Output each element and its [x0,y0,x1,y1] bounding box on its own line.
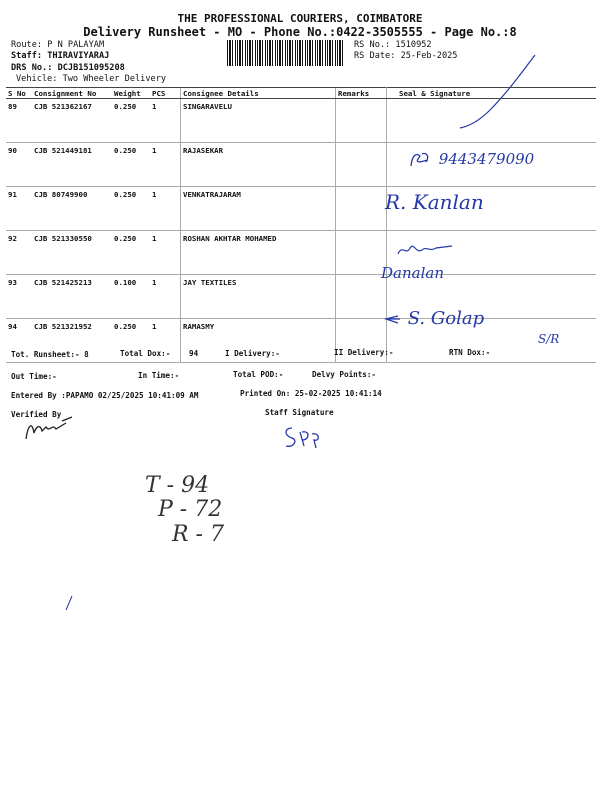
cell-sno: 91 [6,187,32,231]
cell-consignee: ROSHAN AKHTAR MOHAMED [181,231,336,275]
table-row [6,231,596,275]
pencil-note-r: R - 7 [172,522,224,547]
signature-row90 [408,150,534,170]
cell-consignee: RAMASMY [181,319,336,363]
cell-pcs: 1 [150,231,181,275]
barcode-image [227,40,345,66]
cell-consignment: CJB 521330550 [32,231,112,275]
signature-row94-side: S/R [538,332,560,346]
out-time: Out Time:- [11,372,57,381]
pencil-note-p: P - 72 [158,497,223,522]
cell-pcs: 1 [150,275,181,319]
runsheet-table [6,87,596,363]
staff-field: Staff: THIRAVIYARAJ [11,51,110,61]
staff-signature-scribble [280,420,330,450]
i-delivery: I Delivery:- [225,349,280,358]
col-consignment: Consignment No [32,88,112,99]
cell-consignment: CJB 521425213 [32,275,112,319]
cell-consignee: RAJASEKAR [181,143,336,187]
cell-sno: 89 [6,99,32,143]
col-seal-signature: Seal & Signature [387,88,597,99]
runsheet-subtitle: Delivery Runsheet - MO - Phone No.:0422-3505555 - Page No.:8 [83,25,517,39]
rs-number: RS No.: 1510952 [354,40,432,50]
signature-row91: R. Kanlan [385,190,484,214]
signature-row93: Danalan [381,264,444,282]
cell-weight: 0.250 [112,99,150,143]
col-consignee: Consignee Details [181,88,336,99]
cell-consignee: VENKATRAJARAM [181,187,336,231]
pencil-note-t: T - 94 [145,473,210,498]
verified-by-label: Verified By [11,410,62,419]
cell-remarks [336,187,387,231]
tot-runsheet: Tot. Runsheet:- 8 [11,350,89,359]
table-row [6,275,596,319]
cell-consignment: CJB 80749900 [32,187,112,231]
cell-weight: 0.100 [112,275,150,319]
cell-remarks [336,231,387,275]
cell-pcs: 1 [150,319,181,363]
cell-remarks [336,143,387,187]
rtn-dox: RTN Dox:- [449,348,491,357]
cell-weight: 0.250 [112,187,150,231]
entered-by: Entered By :PAPAMO 02/25/2025 10:41:09 AM [11,391,199,400]
signature-row92 [396,240,456,260]
table-row [6,319,596,363]
ii-delivery: II Delivery:- [334,348,394,357]
cell-pcs: 1 [150,143,181,187]
delvy-points: Delvy Points:- [312,370,377,379]
signature-arrow [380,312,402,326]
verified-signature [22,413,82,443]
cell-sno: 94 [6,319,32,363]
printed-on: Printed On: 25-02-2025 10:41:14 [240,389,382,398]
cell-weight: 0.250 [112,143,150,187]
cell-consignee: JAY TEXTILES [181,275,336,319]
total-dox-label: Total Dox:- [120,349,171,358]
total-dox-value: 94 [189,349,199,358]
vehicle-field: Vehicle: Two Wheeler Delivery [16,74,167,84]
cell-sno: 93 [6,275,32,319]
cell-consignment: CJB 521362167 [32,99,112,143]
cell-consignee: SINGARAVELU [181,99,336,143]
cell-weight: 0.250 [112,319,150,363]
route-field: Route: P N PALAYAM [11,40,105,50]
signature-scribble [408,150,434,170]
cell-sno: 92 [6,231,32,275]
company-title: THE PROFESSIONAL COURIERS, COIMBATORE [177,12,423,25]
table-header-row [6,88,596,99]
pencil-mark [62,594,76,614]
cell-pcs: 1 [150,187,181,231]
cell-consignment: CJB 521449181 [32,143,112,187]
col-remarks: Remarks [336,88,387,99]
cell-weight: 0.250 [112,231,150,275]
in-time: In Time:- [138,371,180,380]
table-row [6,99,596,143]
col-sno: S No [6,88,32,99]
cell-signature [387,99,597,143]
cell-sno: 90 [6,143,32,187]
signature-row94-text: S. Golap [407,308,485,329]
cell-remarks [336,275,387,319]
rs-date: RS Date: 25-Feb-2025 [354,51,458,61]
cell-pcs: 1 [150,99,181,143]
total-pod: Total POD:- [233,370,284,379]
staff-signature-label: Staff Signature [265,408,334,417]
drs-number: DRS No.: DCJB151095208 [11,63,125,73]
signature-row94 [380,308,484,329]
col-weight: Weight [112,88,150,99]
cell-consignment: CJB 521321952 [32,319,112,363]
cell-remarks [336,99,387,143]
table-row [6,187,596,231]
col-pcs: PCS [150,88,181,99]
phone-note: 9443479090 [438,150,535,168]
